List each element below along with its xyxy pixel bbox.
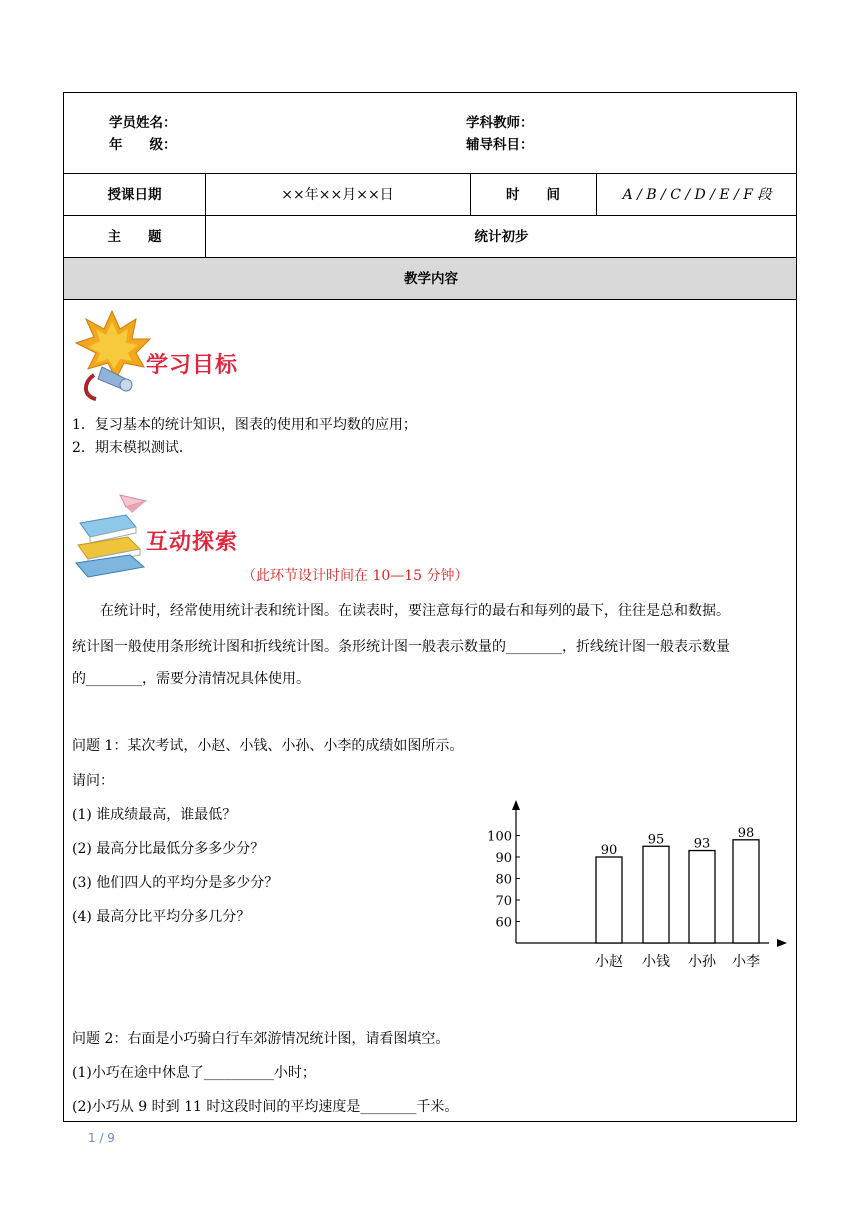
y-tick-label: 90 <box>495 851 512 866</box>
category-label: 小孙 <box>688 954 716 970</box>
q2-intro: 问题 2：右面是小巧骑白行车郊游情况统计图，请看图填空。 <box>72 1031 450 1047</box>
category-label: 小钱 <box>642 954 670 970</box>
explore-para-line-2: 统计图一般使用条形统计图和折线统计图。条形统计图一般表示数量的________，折线统计图一般表示数量 <box>72 639 730 655</box>
date-label: 授课日期 <box>107 187 162 203</box>
q1-item-2: (2) 最高分比最低分多多少分？ <box>72 841 265 857</box>
maple-bell-icon <box>72 309 152 401</box>
q2-item-2: (2)小巧从 9 时到 11 时这段时间的平均速度是________千米。 <box>72 1099 459 1115</box>
teacher-label: 学科教师： <box>466 115 534 131</box>
bar <box>733 840 759 943</box>
category-label: 小李 <box>732 954 760 970</box>
q1-intro: 问题 1：某次考试，小赵、小钱、小孙、小李的成绩如图所示。 <box>72 738 464 754</box>
y-tick-label: 100 <box>487 829 512 845</box>
explore-para-line-3: 的________，需要分清情况具体使用。 <box>72 671 310 687</box>
subject-label: 辅导科目： <box>466 137 534 153</box>
lesson-sheet <box>63 92 797 1122</box>
section-band-title: 教学内容 <box>404 271 458 287</box>
bar <box>596 857 622 943</box>
score-bar-chart <box>474 798 760 978</box>
y-tick-label: 80 <box>495 872 512 888</box>
books-plane-icon <box>74 493 154 579</box>
q1-item-1: (1) 谁成绩最高，谁最低？ <box>72 807 237 823</box>
bar <box>643 846 669 943</box>
q1-item-4: (4) 最高分比平均分多几分？ <box>72 909 251 925</box>
q2-item-1: (1)小巧在途中休息了__________小时； <box>72 1065 316 1081</box>
y-axis-arrow <box>512 800 520 810</box>
q1-ask: 请问： <box>72 773 114 789</box>
student-name-label: 学员姓名： <box>109 115 177 131</box>
bar-data-label: 90 <box>600 843 618 858</box>
date-value: ××年××月××日 <box>281 187 394 203</box>
category-label: 小赵 <box>595 954 623 970</box>
rule-topic <box>64 257 796 258</box>
bar-data-label: 95 <box>647 832 665 848</box>
goals-heading: 学习目标 <box>146 353 239 378</box>
rule-band <box>64 299 796 300</box>
page-number: 1 / 9 <box>88 1131 115 1145</box>
time-value: A / B / C / D / E / F 段 <box>622 187 772 203</box>
x-axis-arrow <box>777 939 787 947</box>
rule-info <box>64 215 796 216</box>
explore-time-note: （此环节设计时间在 10—15 分钟） <box>242 568 469 584</box>
bar-data-label: 93 <box>693 836 711 852</box>
y-tick-label: 60 <box>495 915 512 931</box>
grade-label: 年 级： <box>109 137 177 153</box>
topic-value: 统计初步 <box>474 229 529 245</box>
q1-item-3: (3) 他们四人的平均分是多少分？ <box>72 875 279 891</box>
time-label: 时 间 <box>506 187 560 203</box>
goal-item-1: 1．复习基本的统计知识，图表的使用和平均数的应用； <box>72 417 417 433</box>
topic-label: 主 题 <box>107 229 162 245</box>
y-tick-label: 70 <box>495 894 512 909</box>
bar <box>689 851 715 943</box>
bar-data-label: 98 <box>737 825 755 841</box>
explore-para-line-1: 在统计时，经常使用统计表和统计图。在读表时，要注意每行的最右和每列的最下，往往是总和数据。 <box>100 603 730 619</box>
rule-header <box>64 173 796 174</box>
goal-item-2: 2．期末模拟测试． <box>72 440 193 456</box>
explore-heading: 互动探索 <box>146 530 239 555</box>
